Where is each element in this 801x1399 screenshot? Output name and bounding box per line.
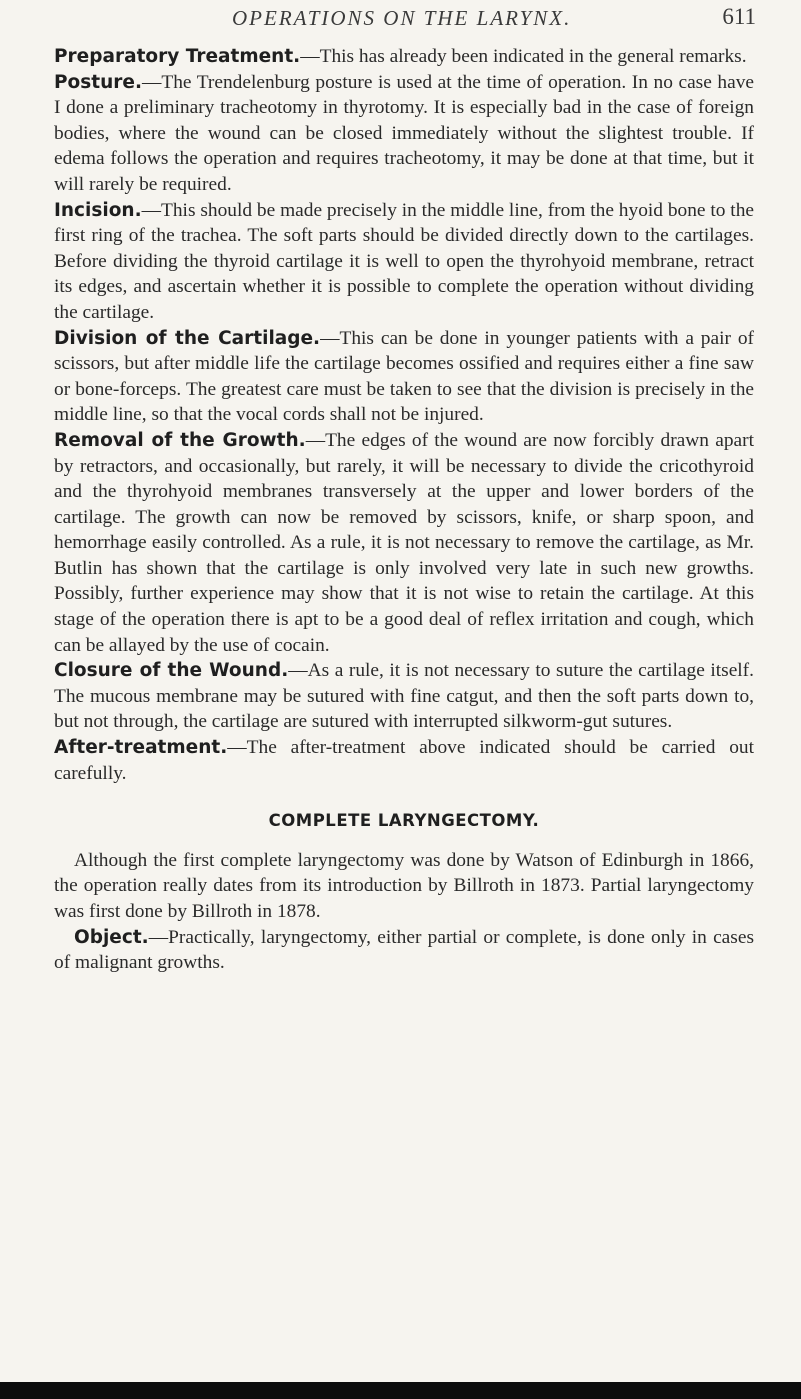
paragraph-heading: After-treatment. [54, 737, 228, 759]
paragraph-text: —The edges of the wound are now forcibly drawn apart by retractors, and occasionally, but rarely, it will be necessary to divide the cricothyroid and the thyrohyoid membranes transversely at the upper and lower borders of the cartilage. The growth can now be removed by scissors, knife, or sharp spoon, and hemorrhage easily controlled. As a rule, it is not necessary to remove the cartilage, as Mr. Butlin has shown that the cartilage is only involved very late in such new growths. Possibly, further experience may show that it is not wise to retain the cartilage. At this stage of the operation there is apt to be a good deal of reflex irritation and cough, which can be allayed by the use of cocain. [54, 429, 754, 656]
paragraph-text: —This has already been indicated in the general remarks. [300, 46, 747, 67]
paragraph-heading: Closure of the Wound. [54, 660, 289, 682]
paragraph-text: Although the first complete laryngectomy was done by Watson of Edinburgh in 1866, the operation really dates from its introduction by Billroth in 1873. Partial laryngectomy was first done by Billroth in 1878. [54, 849, 754, 922]
running-head [54, 0, 754, 44]
paragraph-heading: Posture. [54, 71, 142, 93]
paragraph-removal-of-growth [54, 428, 754, 658]
paragraph-posture [54, 70, 754, 198]
paragraph-text: —The after-treatment above indicated should be carried out carefully. [54, 737, 754, 784]
paragraph-history [54, 848, 754, 925]
paragraph-text: —This can be done in younger patients with a pair of scissors, but after middle life the cartilage becomes ossified and requires either a fine saw or bone-forceps. The greatest care must be taken to see that the division is precisely in the middle line, so that the vocal cords shall not be injured. [54, 327, 754, 426]
paragraph-after-treatment [54, 735, 754, 786]
paragraph-text: —This should be made precisely in the middle line, from the hyoid bone to the first ring of the trachea. The soft parts should be divided directly down to the cartilages. Before dividing the thyroid cartilage it is well to open the thyrohyoid membrane, retract its edges, and ascertain whether it is possible to complete the operation without dividing the cartilage. [54, 199, 754, 323]
paragraph-object [54, 925, 754, 976]
paragraph-text: —The Trendelenburg posture is used at the time of operation. In no case have I done a preliminary tracheotomy in thyrotomy. It is especially bad in the case of foreign bodies, where the wound can be closed immediately without the slightest trouble. If edema follows the operation and requires tracheotomy, it may be done at that time, but it will rarely be required. [54, 71, 754, 195]
paragraph-heading: Incision. [54, 199, 142, 221]
paragraph-text: —Practically, laryngectomy, either partial or complete, is done only in cases of malignant growths. [54, 926, 754, 974]
paragraph-closure-of-wound [54, 658, 754, 735]
paragraph-heading: Preparatory Treatment. [54, 46, 301, 67]
paragraph-heading: Division of the Cartilage. [54, 327, 321, 349]
paragraph-incision [54, 198, 754, 326]
paragraph-heading: Object. [74, 926, 149, 948]
running-head-title: OPERATIONS ON THE LARYNX. [232, 6, 572, 30]
page-number: 611 [722, 4, 756, 29]
scan-edge-border [0, 1382, 801, 1399]
section-title: COMPLETE LARYNGECTOMY. [268, 811, 540, 831]
paragraph-division-of-cartilage [54, 326, 754, 428]
paragraph-heading: Removal of the Growth. [54, 429, 306, 451]
book-page [54, 0, 754, 976]
paragraph-text: —As a rule, it is not necessary to suture the cartilage itself. The mucous membrane may be sutured with fine catgut, and then the soft parts down to, but not through, the cartilage are sutured with interrupted silkworm-gut sutures. [54, 660, 754, 733]
paragraph-preparatory-treatment [54, 44, 754, 70]
body-text [54, 44, 754, 976]
